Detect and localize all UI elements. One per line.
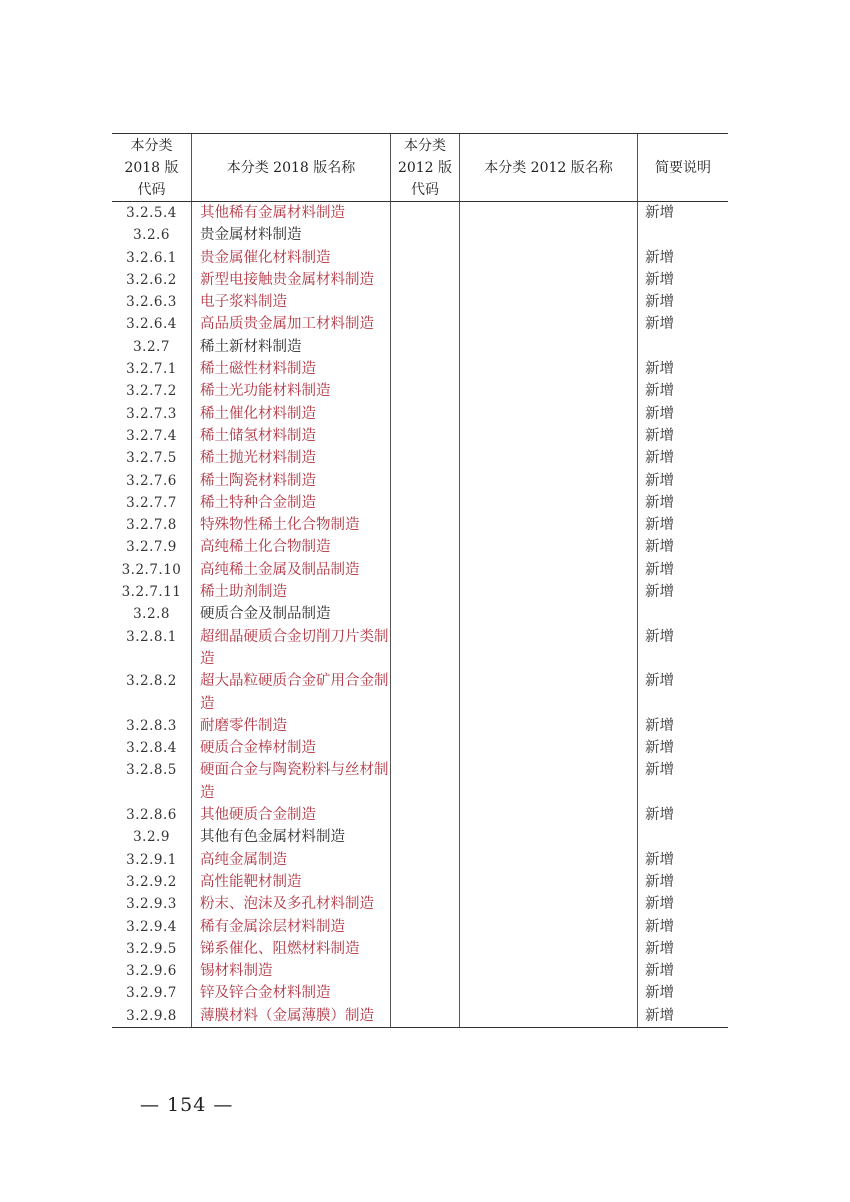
table-row [112,759,728,804]
table-row [112,938,728,960]
row-code-2012 [391,514,460,536]
row-code: 3.2.8 [133,606,170,623]
row-note: 新增 [638,893,729,915]
row-name-2012 [460,670,638,715]
table-row [112,670,728,715]
table-row [112,514,728,536]
table-row [112,603,728,625]
row-code-2012 [391,224,460,246]
table-row [112,916,728,938]
row-code-2012 [391,247,460,269]
row-code: 3.2.7.10 [121,561,182,578]
row-note: 新增 [638,536,729,558]
row-name-2012 [460,269,638,291]
row-code: 3.2.8.6 [126,807,177,824]
row-note: 新增 [638,358,729,380]
row-note: 新增 [638,670,729,715]
row-code-2012 [391,425,460,447]
row-code-2012 [391,559,460,581]
row-name-2012 [460,358,638,380]
row-note: 新增 [638,313,729,335]
row-code: 3.2.6.3 [126,294,177,311]
row-name-2012 [460,470,638,492]
table-row [112,559,728,581]
row-code: 3.2.9.7 [126,985,177,1002]
row-name-2012 [460,247,638,269]
table-row [112,826,728,848]
row-name: 其他硬质合金制造 [192,804,391,826]
row-note: 新增 [638,425,729,447]
row-name: 高性能靶材制造 [192,871,391,893]
row-name-2012 [460,202,638,225]
row-name-2012 [460,737,638,759]
row-name: 稀土催化材料制造 [192,403,391,425]
row-name: 硬面合金与陶瓷粉料与丝材制造 [192,759,391,804]
row-note: 新增 [638,514,729,536]
row-note: 新增 [638,871,729,893]
classification-table [112,133,724,1028]
row-name: 粉末、泡沫及多孔材料制造 [192,893,391,915]
row-code: 3.2.7.5 [126,450,177,467]
row-code: 3.2.7.4 [126,427,177,444]
row-name-2012 [460,380,638,402]
row-name: 高纯稀土化合物制造 [192,536,391,558]
row-name-2012 [460,871,638,893]
row-name-2012 [460,492,638,514]
table-row [112,982,728,1004]
row-name: 稀土助剂制造 [192,581,391,603]
row-name-2012 [460,336,638,358]
row-name: 稀土新材料制造 [192,336,391,358]
row-note: 新增 [638,447,729,469]
table-row [112,269,728,291]
row-note: 新增 [638,269,729,291]
table-row [112,1005,728,1028]
row-note: 新增 [638,247,729,269]
row-name-2012 [460,849,638,871]
row-code-2012 [391,1005,460,1028]
row-note: 新增 [638,581,729,603]
row-code-2012 [391,737,460,759]
row-note: 新增 [638,202,729,225]
table-header [112,134,728,202]
row-name-2012 [460,291,638,313]
row-name: 超大晶粒硬质合金矿用合金制造 [192,670,391,715]
row-code-2012 [391,893,460,915]
table-row [112,804,728,826]
row-note: 新增 [638,1005,729,1028]
row-name: 高品质贵金属加工材料制造 [192,313,391,335]
row-code-2012 [391,202,460,225]
row-code-2012 [391,358,460,380]
row-code-2012 [391,670,460,715]
row-note: 新增 [638,916,729,938]
table-row [112,336,728,358]
row-name: 稀土抛光材料制造 [192,447,391,469]
row-code: 3.2.9.6 [126,963,177,980]
row-note: 新增 [638,380,729,402]
header-name-2012: 本分类 2012 版名称 [460,134,638,202]
row-code: 3.2.6.4 [126,316,177,333]
row-note: 新增 [638,804,729,826]
row-code-2012 [391,380,460,402]
table-row [112,380,728,402]
row-code: 3.2.6.1 [126,249,177,266]
row-code-2012 [391,982,460,1004]
table-row [112,403,728,425]
row-code: 3.2.7.3 [126,405,177,422]
row-name: 其他稀有金属材料制造 [192,202,391,225]
row-code-2012 [391,626,460,671]
row-code-2012 [391,470,460,492]
row-code: 3.2.7.2 [126,383,177,400]
row-name-2012 [460,603,638,625]
table-row [112,291,728,313]
table-row [112,358,728,380]
row-code-2012 [391,536,460,558]
table-row [112,492,728,514]
row-name: 高纯稀土金属及制品制造 [192,559,391,581]
row-name: 硬质合金棒材制造 [192,737,391,759]
row-name: 特殊物性稀土化合物制造 [192,514,391,536]
header-name-2018: 本分类 2018 版名称 [192,134,391,202]
header-code-2018 [112,134,192,202]
row-note: 新增 [638,938,729,960]
table-row [112,581,728,603]
table-row [112,893,728,915]
table-row [112,715,728,737]
row-code: 3.2.9.8 [112,1005,192,1028]
row-code-2012 [391,447,460,469]
table-row [112,626,728,671]
table-row [112,313,728,335]
table-row [112,247,728,269]
row-name-2012 [460,514,638,536]
header-code-2018-text: 本分类 2018 版 代码 [124,137,179,198]
row-name: 高纯金属制造 [192,849,391,871]
row-note: 新增 [638,737,729,759]
table-row [112,425,728,447]
row-code-2012 [391,715,460,737]
table-row [112,849,728,871]
row-name: 稀有金属涂层材料制造 [192,916,391,938]
row-name: 稀土储氢材料制造 [192,425,391,447]
table-row [112,447,728,469]
row-code-2012 [391,603,460,625]
row-name: 稀土陶瓷材料制造 [192,470,391,492]
row-name-2012 [460,425,638,447]
row-code: 3.2.8.4 [126,740,177,757]
row-code-2012 [391,938,460,960]
row-note [638,603,729,625]
row-name-2012 [460,826,638,848]
row-code: 3.2.9.2 [126,873,177,890]
row-note [638,224,729,246]
row-code: 3.2.7.9 [126,539,177,556]
row-name: 贵金属催化材料制造 [192,247,391,269]
row-code: 3.2.9.3 [126,896,177,913]
row-name-2012 [460,960,638,982]
row-name-2012 [460,581,638,603]
table-body [112,202,728,1028]
row-code: 3.2.8.5 [126,762,177,779]
row-name-2012 [460,916,638,938]
row-code-2012 [391,804,460,826]
row-name-2012 [460,536,638,558]
row-code: 3.2.7.6 [126,472,177,489]
row-name-2012 [460,313,638,335]
row-name-2012 [460,403,638,425]
row-code-2012 [391,960,460,982]
row-name: 超细晶硬质合金切削刀片类制造 [192,626,391,671]
row-name-2012 [460,982,638,1004]
row-name-2012 [460,893,638,915]
row-name-2012 [460,715,638,737]
row-note: 新增 [638,982,729,1004]
table-row [112,470,728,492]
row-name-2012 [460,224,638,246]
row-note: 新增 [638,759,729,804]
row-note: 新增 [638,403,729,425]
row-code-2012 [391,492,460,514]
row-note: 新增 [638,849,729,871]
row-code-2012 [391,849,460,871]
header-code-2012-text: 本分类 2012 版 代码 [397,137,453,198]
table-row [112,960,728,982]
table-row [112,871,728,893]
row-name: 薄膜材料（金属薄膜）制造 [192,1005,391,1028]
row-code: 3.2.8.2 [126,673,177,690]
row-note: 新增 [638,470,729,492]
row-code-2012 [391,871,460,893]
row-name: 锡材料制造 [192,960,391,982]
row-name: 硬质合金及制品制造 [192,603,391,625]
table-row [112,202,728,225]
row-code: 3.2.5.4 [126,205,177,221]
row-name: 其他有色金属材料制造 [192,826,391,848]
table-row [112,737,728,759]
row-code-2012 [391,581,460,603]
row-name: 贵金属材料制造 [192,224,391,246]
row-code-2012 [391,336,460,358]
table [112,133,728,1028]
page-number: — 154 — [140,1094,234,1116]
row-code: 3.2.9 [133,829,170,846]
row-code-2012 [391,403,460,425]
row-code-2012 [391,291,460,313]
row-name-2012 [460,759,638,804]
row-name-2012 [460,1005,638,1028]
row-code: 3.2.9.4 [126,918,177,935]
row-name-2012 [460,804,638,826]
table-row [112,536,728,558]
row-code: 3.2.7 [133,338,170,355]
row-note: 新增 [638,626,729,671]
row-note: 新增 [638,960,729,982]
row-name: 耐磨零件制造 [192,715,391,737]
row-code-2012 [391,826,460,848]
table-row [112,224,728,246]
row-code: 3.2.9.1 [126,851,177,868]
row-code: 3.2.7.11 [121,584,182,601]
row-code-2012 [391,313,460,335]
row-name: 稀土磁性材料制造 [192,358,391,380]
header-code-2012 [391,134,460,202]
row-note [638,336,729,358]
row-code: 3.2.7.8 [126,517,177,534]
row-code: 3.2.9.5 [126,940,177,957]
header-note: 简要说明 [638,134,729,202]
row-name-2012 [460,559,638,581]
row-code-2012 [391,916,460,938]
row-name-2012 [460,447,638,469]
row-code: 3.2.6.2 [126,271,177,288]
row-code: 3.2.6 [133,227,170,244]
row-note [638,826,729,848]
row-code: 3.2.7.7 [126,494,177,511]
row-note: 新增 [638,492,729,514]
row-note: 新增 [638,715,729,737]
row-name: 新型电接触贵金属材料制造 [192,269,391,291]
row-name: 锌及锌合金材料制造 [192,982,391,1004]
row-name: 锑系催化、阻燃材料制造 [192,938,391,960]
row-code: 3.2.7.1 [126,361,177,378]
row-code: 3.2.8.3 [126,717,177,734]
row-name: 稀土特种合金制造 [192,492,391,514]
row-code-2012 [391,269,460,291]
row-note: 新增 [638,559,729,581]
row-name-2012 [460,938,638,960]
row-code: 3.2.8.1 [126,628,177,645]
row-name: 稀土光功能材料制造 [192,380,391,402]
row-code-2012 [391,759,460,804]
row-note: 新增 [638,291,729,313]
row-name: 电子浆料制造 [192,291,391,313]
row-name-2012 [460,626,638,671]
